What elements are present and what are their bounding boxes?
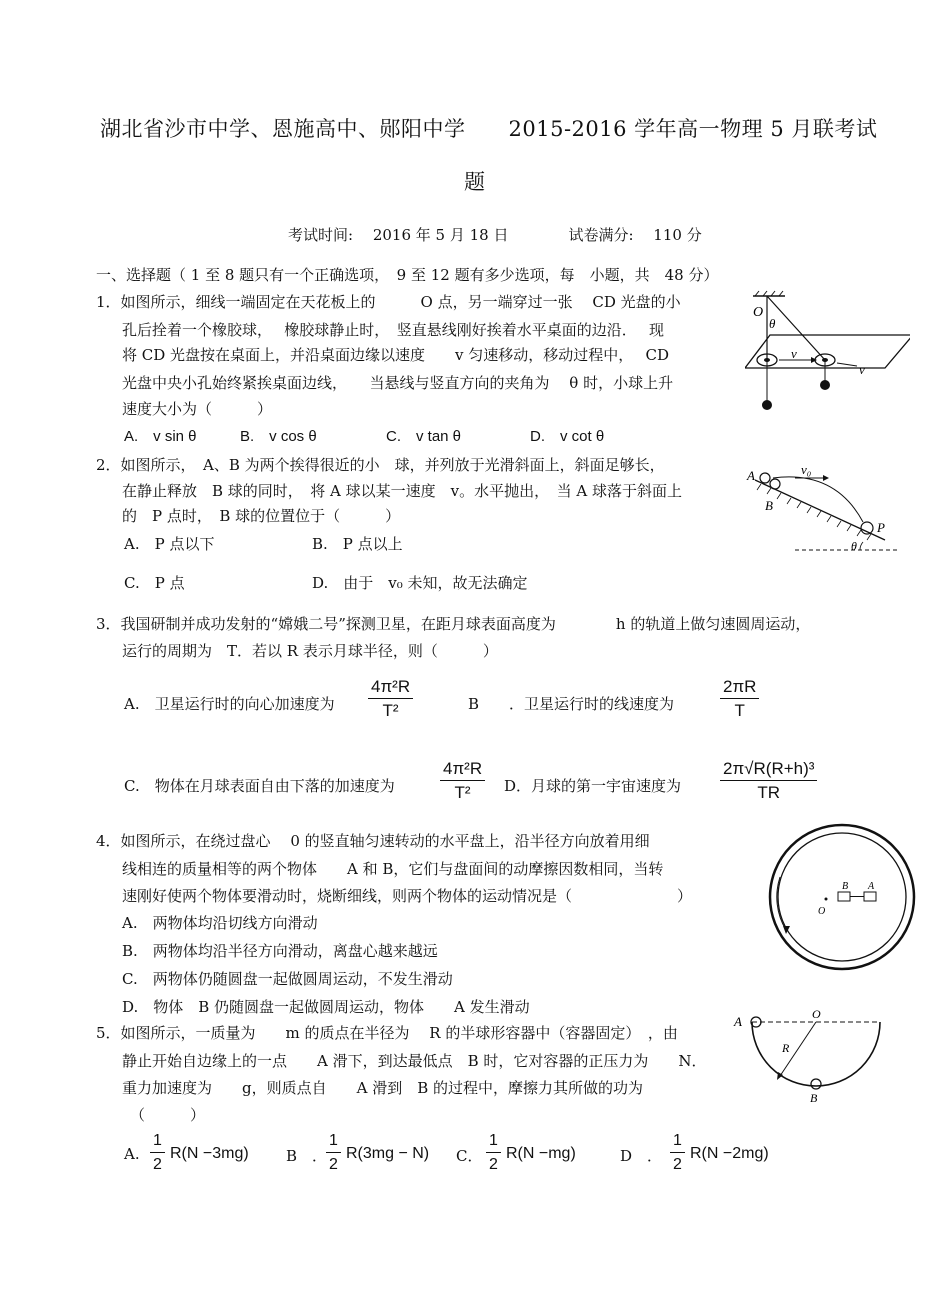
fraction-numerator: 1 (150, 1130, 165, 1153)
fraction-denominator: 2 (489, 1156, 498, 1173)
q5-expr-b: R(3mg − N) (346, 1145, 430, 1162)
q1-fig-label-theta: θ (769, 316, 776, 331)
page-title-line1: 湖北省沙市中学、恩施高中、郧阳中学 2015-2016 学年高一物理 5 月联考试 (100, 117, 878, 141)
q5-half-b (326, 1130, 341, 1177)
q5-half-a (150, 1130, 165, 1177)
q3-option-c[interactable]: C. 物体在月球表面自由下落的加速度为 (124, 777, 395, 795)
q2-line: 的 P 点时， B 球的位置位于（ ） (122, 507, 401, 525)
q5-line: 5．如图所示，一质量为 m 的质点在半径为 R 的半球形容器中（容器固定） ，由 (96, 1024, 678, 1042)
q2-fig-label-v0: v₀ (801, 462, 812, 477)
fraction-denominator: T² (382, 701, 399, 720)
q2-option-c[interactable]: C. P 点 (124, 574, 185, 592)
q3-line: 运行的周期为 T．若以 R 表示月球半径，则（ ） (122, 642, 498, 660)
fraction-numerator: 2πR (720, 676, 759, 699)
q4-option-d[interactable]: D. 物体 B 仍随圆盘一起做圆周运动，物体 A 发生滑动 (122, 998, 530, 1016)
exam-info: 考试时间: 2016 年 5 月 18 日 试卷满分: 110 分 (288, 226, 702, 244)
q5-expr-d: R(N −2mg) (690, 1145, 769, 1162)
fraction-numerator: 4π²R (440, 758, 485, 781)
q2-fig-label-b: B (765, 498, 773, 513)
fraction-denominator: 2 (329, 1156, 338, 1173)
fraction-denominator: T (734, 701, 745, 720)
q5-fig-label-a: A (734, 1014, 742, 1029)
page-title-line2: 题 (464, 170, 486, 194)
q4-figure (762, 822, 922, 972)
fraction-numerator: 2π√R(R+h)³ (720, 758, 817, 781)
q5-expr-c: R(N −mg) (506, 1145, 576, 1162)
q4-line: 4．如图所示，在绕过盘心 0 的竖直轴匀速转动的水平盘上，沿半径方向放着用细 (96, 832, 650, 850)
q3-fraction-b (720, 676, 759, 723)
q1-figure (745, 290, 910, 420)
fraction-numerator: 1 (670, 1130, 685, 1153)
q2-line: 2．如图所示， A、B 为两个挨得很近的小 球，并列放于光滑斜面上，斜面足够长， (96, 456, 665, 474)
q3-option-d[interactable]: D．月球的第一宇宙速度为 (504, 777, 682, 795)
q3-fraction-a (368, 676, 413, 723)
fraction-numerator: 1 (486, 1130, 501, 1153)
q4-fig-label-o: O (818, 906, 826, 917)
q5-figure (730, 1006, 890, 1106)
q5-option-c[interactable]: C． (456, 1147, 483, 1165)
q1-option-b[interactable]: B. v cos θ (240, 428, 317, 445)
q2-figure (745, 460, 905, 555)
q2-option-d[interactable]: D. 由于 v₀ 未知，故无法确定 (312, 574, 528, 592)
q4-fig-label-a: A (868, 881, 875, 892)
q1-line: 1．如图所示，细线一端固定在天花板上的 O 点，另一端穿过一张 CD 光盘的小 (96, 293, 681, 311)
q4-option-b[interactable]: B. 两物体均沿半径方向滑动，离盘心越来越远 (122, 942, 438, 960)
q5-line: 重力加速度为 g，则质点自 A 滑到 B 的过程中，摩擦力其所做的功为 (122, 1079, 643, 1097)
q5-half-d (670, 1130, 685, 1177)
q3-option-b[interactable]: B ．卫星运行时的线速度为 (468, 695, 675, 713)
q1-line: 孔后拴着一个橡胶球， 橡胶球静止时， 竖直悬线刚好挨着水平桌面的边沿． 现 (122, 321, 665, 339)
fraction-denominator: TR (757, 783, 781, 802)
q1-fig-label-o: O (753, 305, 764, 320)
q5-line: （ ） (130, 1106, 206, 1124)
q2-option-b[interactable]: B. P 点以上 (312, 535, 403, 553)
q1-option-d[interactable]: D. v cot θ (530, 428, 605, 445)
q1-line: 将 CD 光盘按在桌面上，并沿桌面边缘以速度 v 匀速移动，移动过程中， CD (122, 346, 670, 364)
q2-fig-label-p: P (877, 520, 885, 535)
q5-fig-label-b: B (810, 1091, 818, 1105)
q1-option-c[interactable]: C. v tan θ (386, 428, 462, 445)
q5-option-d[interactable]: D ． (620, 1147, 663, 1165)
q5-fig-label-r: R (782, 1041, 790, 1055)
q2-option-a[interactable]: A. P 点以下 (124, 535, 215, 553)
section-heading: 一、选择题（ 1 至 8 题只有一个正确选项， 9 至 12 题有多少选项，每 小题，共 48 分） (96, 266, 719, 284)
fraction-denominator: 2 (153, 1156, 162, 1173)
q3-option-a[interactable]: A. 卫星运行时的向心加速度为 (124, 695, 335, 713)
q1-fig-label-v: v (859, 362, 865, 377)
q3-line: 3．我国研制并成功发射的“嫦娥二号”探测卫星，在距月球表面高度为 h 的轨道上做匀速圆周运动， (96, 615, 811, 633)
q1-fig-label-v: v (791, 346, 797, 361)
q4-option-c[interactable]: C. 两物体仍随圆盘一起做圆周运动，不发生滑动 (122, 970, 453, 988)
q5-option-b[interactable]: B ． (286, 1147, 328, 1165)
q5-fig-label-o: O (812, 1007, 821, 1021)
q4-option-a[interactable]: A. 两物体均沿切线方向滑动 (122, 914, 318, 932)
q5-expr-a: R(N −3mg) (170, 1145, 249, 1162)
q3-fraction-c (440, 758, 485, 805)
q3-fraction-d (720, 758, 817, 805)
q2-line: 在静止释放 B 球的同时， 将 A 球以某一速度 v。水平抛出， 当 A 球落于斜面上 (122, 482, 683, 500)
q2-fig-label-theta: θ (851, 539, 857, 553)
q2-fig-label-a: A (747, 468, 755, 483)
q1-line: 光盘中央小孔始终紧挨桌面边线， 当悬线与竖直方向的夹角为 θ 时，小球上升 (122, 374, 674, 392)
fraction-denominator: T² (454, 783, 471, 802)
fraction-numerator: 4π²R (368, 676, 413, 699)
q4-line: 线相连的质量相等的两个物体 A 和 B，它们与盘面间的动摩擦因数相同，当转 (122, 860, 664, 878)
q5-half-c (486, 1130, 501, 1177)
q4-line: 速刚好使两个物体要滑动时，烧断细线，则两个物体的运动情况是（ ） (122, 887, 693, 905)
q4-fig-label-b: B (842, 881, 849, 892)
q5-option-a[interactable]: A. (124, 1145, 140, 1163)
fraction-numerator: 1 (326, 1130, 341, 1153)
fraction-denominator: 2 (673, 1156, 682, 1173)
q1-line: 速度大小为（ ） (122, 400, 273, 418)
q5-line: 静止开始自边缘上的一点 A 滑下，到达最低点 B 时，它对容器的正压力为 N． (122, 1052, 707, 1070)
q1-option-a[interactable]: A. v sin θ (124, 428, 197, 445)
